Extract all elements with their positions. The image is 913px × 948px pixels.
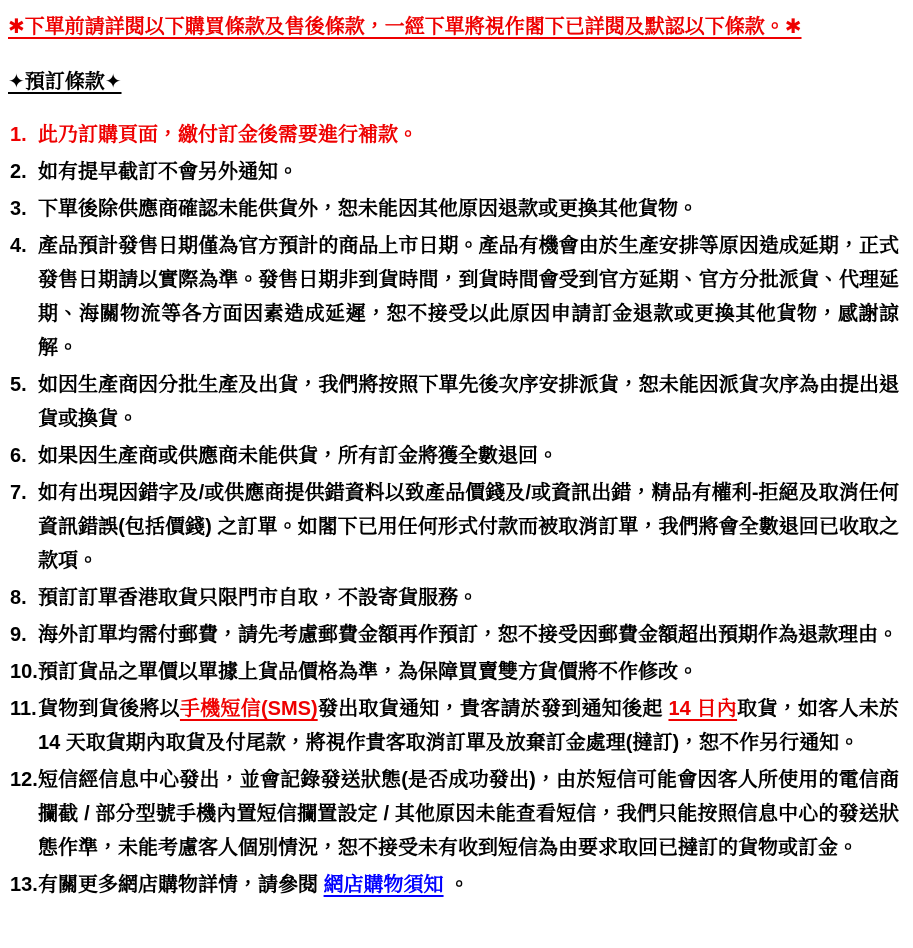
term-text-segment: 有關更多網店購物詳情，請參閱 [38,874,324,896]
term-text-segment: 貨物到貨後將以 [38,698,180,720]
term-text [38,661,698,683]
term-text [38,769,899,859]
term-text [38,624,898,646]
term-text [38,587,478,609]
terms-list [8,118,899,902]
term-number: 13. [10,874,38,896]
term-item-7 [8,476,899,578]
term-text [38,235,899,359]
term-text [38,445,558,467]
term-item-2 [8,155,899,189]
term-text [38,698,899,754]
term-text-segment: 如果因生產商或供應商未能供貨，所有訂金將獲全數退回。 [38,445,558,467]
highlighted-term-text: 14 日內 [668,698,738,720]
term-text-segment: 如有提早截訂不會另外通知。 [38,161,298,183]
store-shopping-notice-link[interactable]: 網店購物須知 [323,874,444,896]
term-text [38,374,899,430]
term-text [38,874,469,896]
term-item-1 [8,118,899,152]
term-item-3 [8,192,899,226]
term-text-segment: 取貨，如客人未於 14 天取貨期內取貨及付尾款，將視作貴客取消訂單及放棄訂金處理(撻訂)，恕不作另行通知。 [38,698,899,754]
term-text-segment: 發出取貨通知，貴客請於發到通知後起 [317,698,669,720]
term-item-6 [8,439,899,473]
term-number: 11. [10,698,37,720]
term-text [38,482,899,572]
term-number: 12. [10,769,38,791]
term-number: 3. [10,198,27,220]
term-number: 8. [10,587,27,609]
term-text-segment: 。 [443,874,470,896]
term-text-segment: 此乃訂購頁面，繳付訂金後需要進行補款。 [38,124,418,146]
term-text [38,161,298,183]
term-number: 4. [10,235,27,257]
term-item-9 [8,618,899,652]
term-number: 2. [10,161,27,183]
page-title: ✱下單前請詳閱以下購買條款及售後條款，一經下單將視作閣下已詳閱及默認以下條款。✱ [8,16,802,38]
term-text [38,198,698,220]
term-number: 7. [10,482,27,504]
term-text [38,124,418,146]
term-item-11 [8,692,899,760]
term-text-segment: 海外訂單均需付郵費，請先考慮郵費金額再作預訂，恕不接受因郵費金額超出預期作為退款理由。 [38,624,898,646]
term-text-segment: 預訂訂單香港取貨只限門市自取，不設寄貨服務。 [38,587,478,609]
term-number: 1. [10,124,27,146]
term-number: 5. [10,374,27,396]
term-text-segment: 如因生產商因分批生產及出貨，我們將按照下單先後次序安排派貨，恕未能因派貨次序為由提出退貨或換貨。 [38,374,899,430]
term-item-8 [8,581,899,615]
term-text-segment: 下單後除供應商確認未能供貨外，恕未能因其他原因退款或更換其他貨物。 [38,198,698,220]
term-number: 6. [10,445,27,467]
term-text-segment: 如有出現因錯字及/或供應商提供錯資料以致產品價錢及/或資訊出錯，精品有權利-拒絕及取消任何資訊錯誤(包括價錢) 之訂單。如閣下已用任何形式付款而被取消訂單，我們將會全數退回已收取之款項。 [38,482,899,572]
section-heading-preorder-terms: ✦預訂條款✦ [8,71,122,93]
term-item-10 [8,655,899,689]
term-text-segment: 產品預計發售日期僅為官方預計的商品上市日期。產品有機會由於生產安排等原因造成延期，正式發售日期請以實際為準。發售日期非到貨時間，到貨時間會受到官方延期、官方分批派貨、代理延期、海關物流等各方面因素造成延遲，恕不接受以此原因申請訂金退款或更換其他貨物，感謝諒解。 [38,235,899,359]
term-item-4 [8,229,899,365]
term-number: 10. [10,661,38,683]
highlighted-term-text: 手機短信(SMS) [179,698,318,720]
term-text-segment: 預訂貨品之單價以單據上貨品價格為準，為保障買賣雙方貨價將不作修改。 [38,661,698,683]
term-text-segment: 短信經信息中心發出，並會記錄發送狀態(是否成功發出)，由於短信可能會因客人所使用的電信商攔截 / 部分型號手機內置短信攔置設定 / 其他原因未能查看短信，我們只能按照信息中心的發送狀態作準，未能考慮客人個別情況，恕不接受未有收到短信為由要求取回已撻訂的貨物或訂金。 [38,769,899,859]
term-item-5 [8,368,899,436]
term-number: 9. [10,624,27,646]
term-item-12 [8,763,899,865]
term-item-13 [8,868,899,902]
